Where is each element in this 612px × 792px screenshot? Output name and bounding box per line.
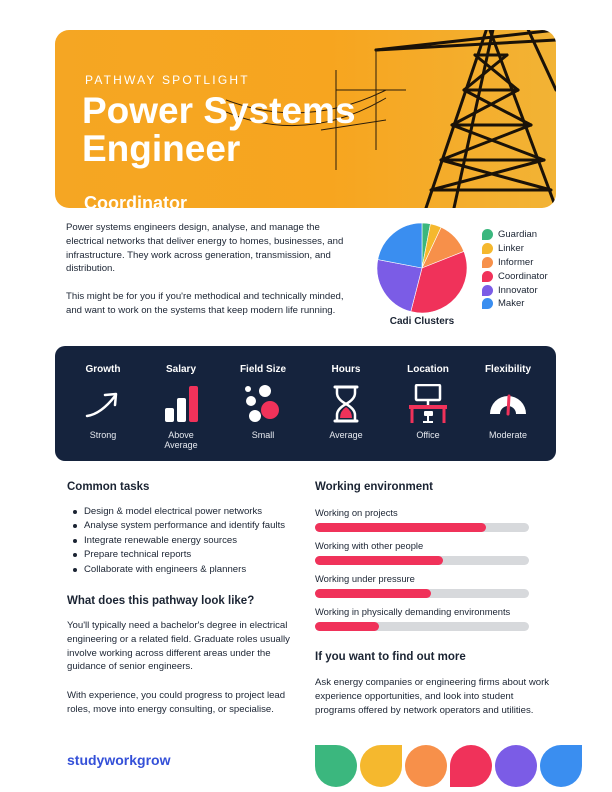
coordinator-blob-icon [450,745,492,787]
environment-label: Working in physically demanding environments [315,606,511,617]
environment-item [315,606,529,631]
innovator-blob-icon [495,745,537,787]
environment-bar-fill [315,622,379,631]
pathway-paragraph: With experience, you could progress to project lead roles, move into energy consulting, or specialise. [67,690,286,715]
legend-label: Linker [498,243,524,255]
informer-blob-icon [405,745,447,787]
career-stats-panel [55,346,556,461]
maker-blob-icon [540,745,582,787]
more-paragraph: Ask energy companies or engineering firms about work experience opportunities, and look into student programs offered by network operators and utilities. [315,677,550,716]
legend-item [482,283,548,297]
pie-chart [376,222,468,314]
stat-heading: Salary [165,364,197,375]
intro-text [66,221,348,318]
chart-label: Cadi Clusters [389,316,455,327]
legend-label: Coordinator [498,270,548,282]
environment-bar-fill [315,523,486,532]
gauge-icon [488,384,528,424]
legend-dot [482,243,493,254]
environment-item [315,573,529,598]
legend-dot [482,285,493,296]
pathway-heading: What does this pathway look like? [67,595,255,607]
stat-value: Small [251,430,275,440]
legend-dot [482,271,493,282]
list-item: Prepare technical reports [72,548,285,562]
pathway-eyebrow: PATHWAY SPOTLIGHT [85,73,250,87]
hourglass-icon [326,384,366,424]
list-item: Integrate renewable energy sources [72,534,285,548]
legend-label: Innovator [498,284,538,296]
legend-dot [482,257,493,268]
environment-bar [315,523,529,532]
legend-item [482,256,548,270]
environment-label: Working under pressure [315,573,415,584]
stat-heading: Flexibility [484,364,532,375]
legend-dot [482,229,493,240]
environment-bar [315,589,529,598]
legend-label: Informer [498,256,534,268]
guardian-blob-icon [315,745,357,787]
more-heading: If you want to find out more [315,651,466,663]
tasks-list [72,505,285,577]
hero-banner [55,30,556,208]
legend-item [482,228,548,242]
list-item: Collaborate with engineers & planners [72,563,285,577]
cadi-clusters-chart [376,222,468,314]
page-title: Power Systems Engineer [82,90,356,169]
environment-label: Working with other people [315,540,424,551]
stat-value: Moderate [488,430,528,440]
stat-heading: Hours [331,364,361,375]
stat-heading: Location [407,364,449,375]
list-item: Design & model electrical power networks [72,505,285,519]
intro-paragraph: Power systems engineers design, analyse, and manage the electrical networks that deliver energy to homes, businesses, and infrastructure. They work across generation, transmission, and distribution. [66,222,344,275]
brand-logo: studyworkgrow [67,752,171,768]
salary-bars-icon [161,384,201,424]
legend-item [482,297,548,311]
stat-value: Strong [89,430,117,440]
field-size-circles-icon [243,384,283,424]
tasks-heading: Common tasks [67,481,150,493]
environment-bar-fill [315,556,443,565]
stat-heading: Growth [85,364,121,375]
cluster-subtitle: Coordinator [84,193,187,208]
environment-label: Working on projects [315,507,398,518]
environment-item [315,507,529,532]
stat-value: Office [416,430,440,440]
legend-label: Guardian [498,229,538,241]
linker-blob-icon [360,745,402,787]
stat-value: Above Average [164,430,198,450]
environment-bar [315,622,529,631]
environment-heading: Working environment [315,481,433,493]
legend-dot [482,298,493,309]
environment-bar [315,556,529,565]
intro-paragraph: This might be for you if you're methodical and technically minded, and want to work on the systems that keep modern life running. [66,291,344,316]
legend-item [482,242,548,256]
chart-legend [482,228,548,311]
list-item: Analyse system performance and identify faults [72,519,285,533]
office-desk-icon [408,384,448,424]
pathway-paragraph: You'll typically need a bachelor's degree in electrical engineering or a related field. Graduate roles usually involve working across different areas under the guidance of senior engineers. [67,620,290,673]
stat-heading: Field Size [239,364,287,375]
stat-value: Average [329,430,363,440]
legend-item [482,269,548,283]
environment-bar-fill [315,589,431,598]
legend-label: Maker [498,298,525,310]
growth-arrow-icon [83,384,123,424]
environment-item [315,540,529,565]
